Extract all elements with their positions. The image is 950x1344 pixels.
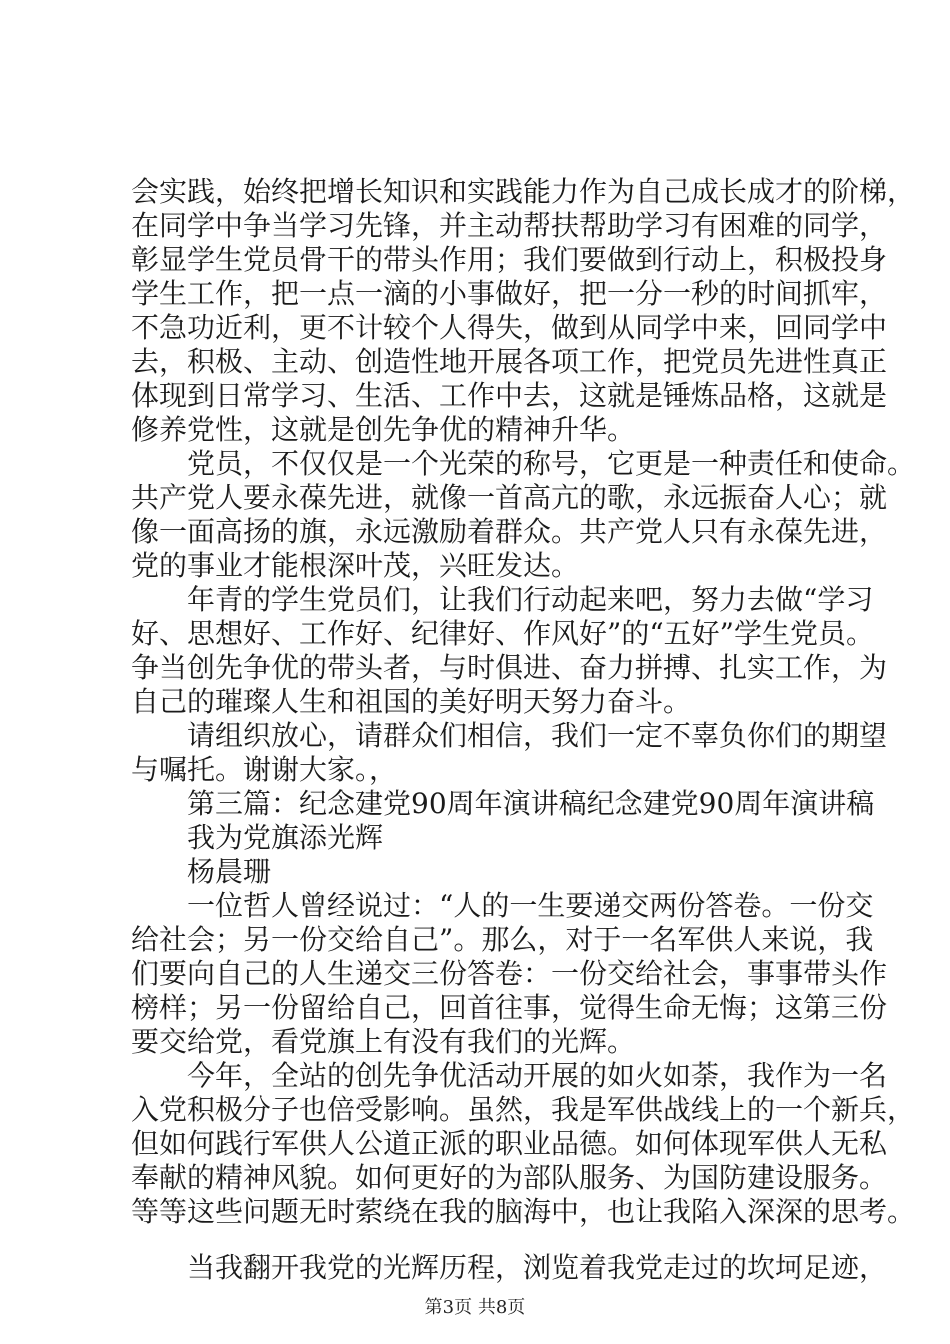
text-line: 一位哲人曾经说过：“人的一生要递交两份答卷。一份交 (131, 889, 874, 922)
text-line: 自己的璀璨人生和祖国的美好明天努力奋斗。 (131, 685, 692, 718)
page-footer: 第3页 共8页 (424, 1297, 526, 1318)
text-line: 们要向自己的人生递交三份答卷：一份交给社会，事事带头作 (131, 957, 888, 990)
text-line: 学生工作，把一点一滴的小事做好，把一分一秒的时间抓牢， (131, 277, 888, 310)
text-line: 会实践，始终把增长知识和实践能力作为自己成长成才的阶梯， (131, 175, 916, 208)
text-line: 今年，全站的创先争优活动开展的如火如荼，我作为一名 (131, 1059, 888, 1092)
text-line: 给社会；另一份交给自己”。那么，对于一名军供人来说，我 (131, 923, 874, 956)
text-line: 但如何践行军供人公道正派的职业品德。如何体现军供人无私 (131, 1127, 888, 1160)
text-line: 修养党性，这就是创先争优的精神升华。 (131, 413, 636, 446)
text-line: 等等这些问题无时萦绕在我的脑海中，也让我陷入深深的思考。 (131, 1195, 916, 1228)
text-line: 好、思想好、工作好、纪律好、作风好”的“五好”学生党员。 (131, 617, 874, 650)
text-line: 在同学中争当学习先锋，并主动帮扶帮助学习有困难的同学， (131, 209, 888, 242)
text-line: 共产党人要永葆先进，就像一首高亢的歌，永远振奋人心；就 (131, 481, 888, 514)
text-line: 去，积极、主动、创造性地开展各项工作，把党员先进性真正 (131, 345, 888, 378)
text-line: 当我翻开我党的光辉历程，浏览着我党走过的坎坷足迹， (131, 1251, 888, 1284)
author-name: 杨晨珊 (131, 855, 272, 888)
text-line: 彰显学生党员骨干的带头作用；我们要做到行动上，积极投身 (131, 243, 888, 276)
text-line: 体现到日常学习、生活、工作中去，这就是锤炼品格，这就是 (131, 379, 888, 412)
text-line: 年青的学生党员们，让我们行动起来吧，努力去做“学习 (131, 583, 874, 616)
text-line: 入党积极分子也倍受影响。虽然，我是军供战线上的一个新兵， (131, 1093, 916, 1126)
text-line: 像一面高扬的旗，永远激励着群众。共产党人只有永葆先进， (131, 515, 888, 548)
text-line: 要交给党，看党旗上有没有我们的光辉。 (131, 1025, 636, 1058)
text-line: 党员，不仅仅是一个光荣的称号，它更是一种责任和使命。 (131, 447, 916, 480)
text-line: 与嘱托。谢谢大家。， (131, 753, 398, 786)
section-heading: 第三篇：纪念建党90周年演讲稿纪念建党90周年演讲稿 (131, 787, 875, 820)
text-line: 争当创先争优的带头者，与时俱进、奋力拼搏、扎实工作，为 (131, 651, 888, 684)
text-line: 榜样；另一份留给自己，回首往事，觉得生命无悔；这第三份 (131, 991, 888, 1024)
speech-title: 我为党旗添光辉 (131, 821, 384, 854)
text-line: 党的事业才能根深叶茂，兴旺发达。 (131, 549, 580, 582)
text-line: 不急功近利，更不计较个人得失，做到从同学中来，回同学中 (131, 311, 888, 344)
text-line: 请组织放心，请群众们相信，我们一定不辜负你们的期望 (131, 719, 888, 752)
text-line: 奉献的精神风貌。如何更好的为部队服务、为国防建设服务。 (131, 1161, 888, 1194)
